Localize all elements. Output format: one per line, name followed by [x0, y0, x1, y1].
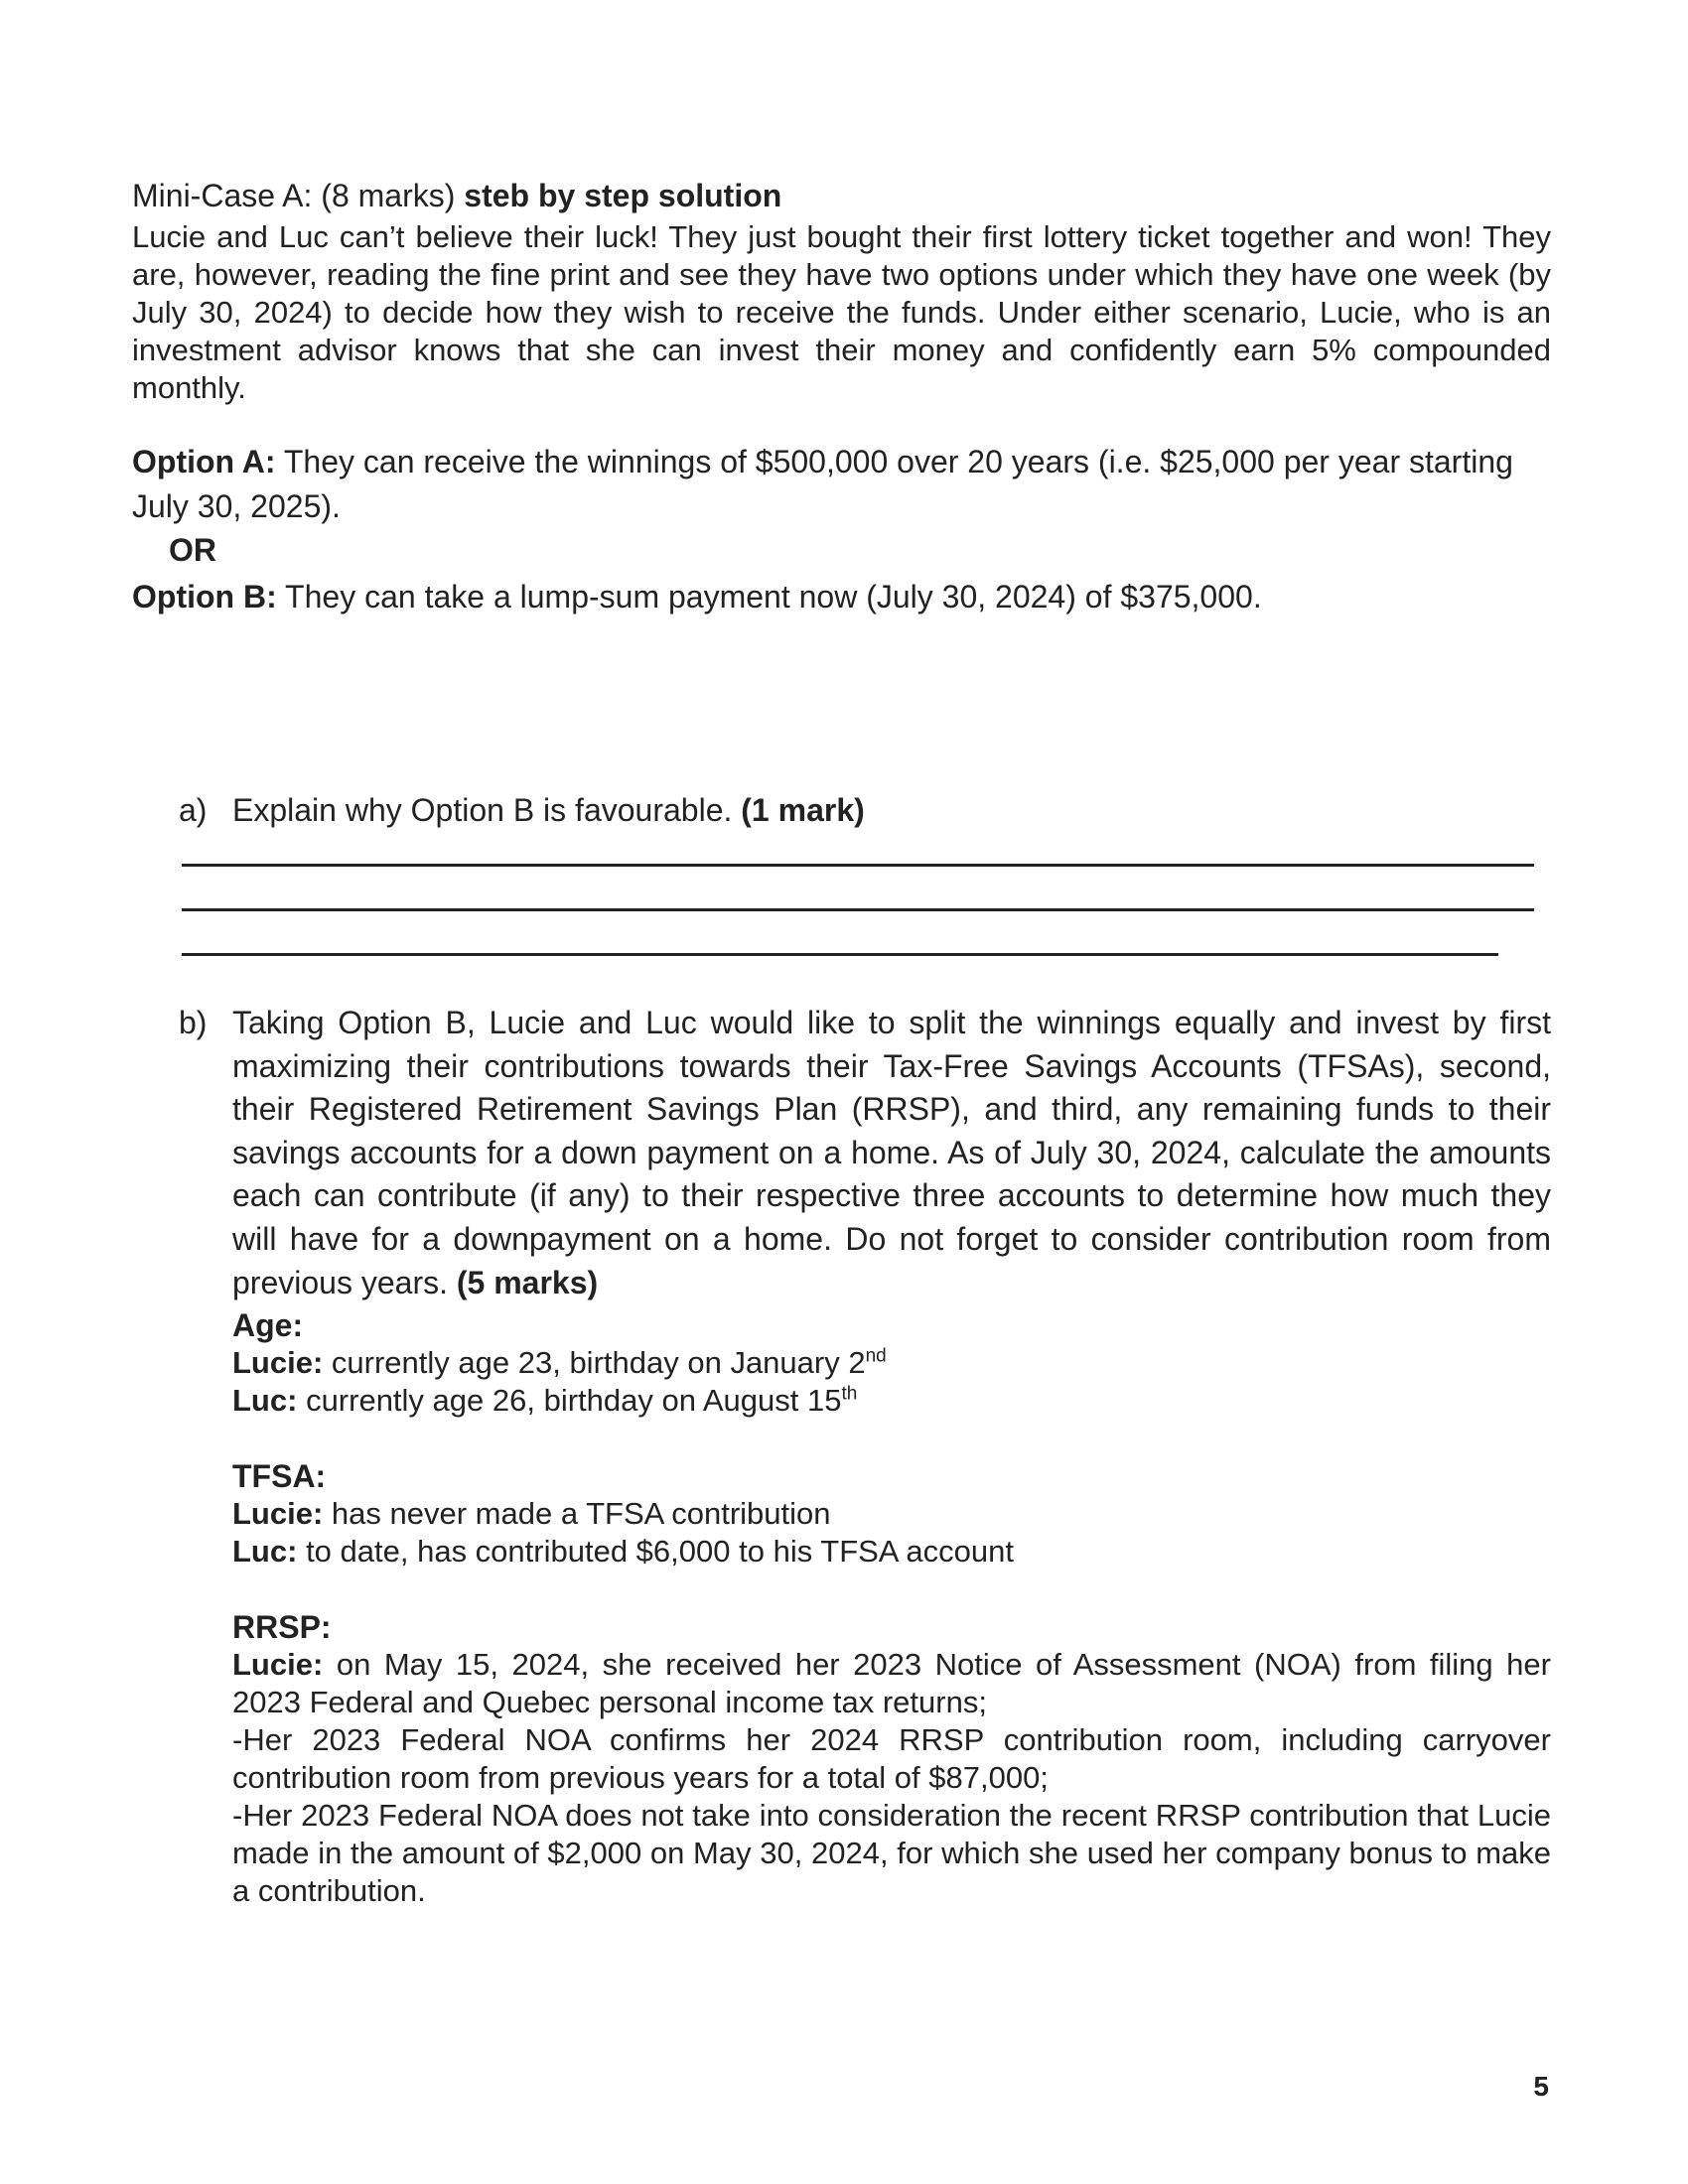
- question-b-text: Taking Option B, Lucie and Luc would like to split the winnings equally and invest by first maximizing their contributions towards their Tax-Free Savings Accounts (TFSAs), second, their Registered Retirement Savings Plan (RRSP), and third, any remaining funds to their savings accounts for a down payment on a home. As of July 30, 2024, calculate the amounts each can contribute (if any) to their respective three accounts to determine how much they will have for a downpayment on a home. Do not forget to consider contribution room from previous years.: [232, 1005, 1551, 1300]
- answer-line-1[interactable]: [182, 864, 1534, 867]
- age-lucie-text: currently age 23, birthday on January 2: [331, 1345, 866, 1380]
- rrsp-lucie: [232, 1646, 1551, 1721]
- age-lucie: [232, 1344, 1551, 1382]
- option-a-text: They can receive the winnings of $500,000 over 20 years (i.e. $25,000 per year starting July 30, 2025).: [132, 444, 1513, 524]
- question-a-text: Explain why Option B is favourable.: [232, 792, 733, 828]
- case-heading: [132, 177, 781, 214]
- answer-line-3[interactable]: [182, 953, 1498, 956]
- age-luc: [232, 1382, 1551, 1420]
- option-b-label: Option B:: [132, 579, 277, 614]
- question-b-marks: (5 marks): [456, 1264, 599, 1300]
- tfsa-lucie: [232, 1495, 1551, 1533]
- tfsa-heading: TFSA:: [232, 1458, 327, 1494]
- tfsa-lucie-label: Lucie:: [232, 1496, 324, 1531]
- question-b-label: b): [179, 1005, 208, 1040]
- case-title: Mini-Case A: (8 marks): [132, 178, 456, 213]
- question-b: [179, 1002, 1551, 1304]
- case-subtitle: steb by step solution: [464, 178, 782, 213]
- question-a-label: a): [179, 792, 208, 828]
- age-lucie-sup: nd: [865, 1345, 887, 1367]
- option-a: [132, 440, 1551, 529]
- rrsp-lucie-text: on May 15, 2024, she received her 2023 Notice of Assessment (NOA) from filing her 2023 Federal and Quebec personal income tax returns;: [232, 1647, 1551, 1719]
- tfsa-lucie-text: has never made a TFSA contribution: [331, 1496, 831, 1531]
- rrsp-note-2: -Her 2023 Federal NOA does not take into consideration the recent RRSP contribution that Lucie made in the amount of $2,000 on May 30, 2024, for which she used her company bonus to make a contribution.: [232, 1798, 1551, 1908]
- tfsa-luc-text: to date, has contributed $6,000 to his TFSA account: [306, 1534, 1014, 1569]
- age-luc-label: Luc:: [232, 1383, 298, 1418]
- age-heading: Age:: [232, 1307, 304, 1343]
- option-b: [132, 578, 1551, 615]
- intro-paragraph: Lucie and Luc can’t believe their luck! They just bought their first lottery ticket together and won! They are, however, reading the fine print and see they have two options under which they have one week (by July 30, 2024) to decide how they wish to receive the funds. Under either scenario, Lucie, who is an investment advisor knows that she can invest their money and confidently earn 5% compounded monthly.: [132, 219, 1551, 405]
- tfsa-luc-label: Luc:: [232, 1534, 298, 1569]
- option-a-label: Option A:: [132, 444, 276, 479]
- age-luc-text: currently age 26, birthday on August 15: [306, 1383, 842, 1418]
- rrsp-note-1: -Her 2023 Federal NOA confirms her 2024 RRSP contribution room, including carryover contribution room from previous years for a total of $87,000;: [232, 1722, 1551, 1795]
- or-separator: OR: [169, 532, 216, 568]
- tfsa-luc: [232, 1533, 1551, 1570]
- page-number: 5: [1533, 2071, 1549, 2102]
- age-lucie-label: Lucie:: [232, 1345, 324, 1380]
- option-b-text: They can take a lump-sum payment now (July 30, 2024) of $375,000.: [285, 579, 1262, 614]
- question-a-marks: (1 mark): [741, 792, 865, 828]
- rrsp-heading: RRSP:: [232, 1609, 332, 1645]
- case-facts: [232, 1306, 1551, 1910]
- question-a: [179, 791, 1549, 829]
- answer-line-2[interactable]: [182, 908, 1534, 911]
- age-luc-sup: th: [841, 1383, 858, 1405]
- rrsp-lucie-label: Lucie:: [232, 1647, 324, 1682]
